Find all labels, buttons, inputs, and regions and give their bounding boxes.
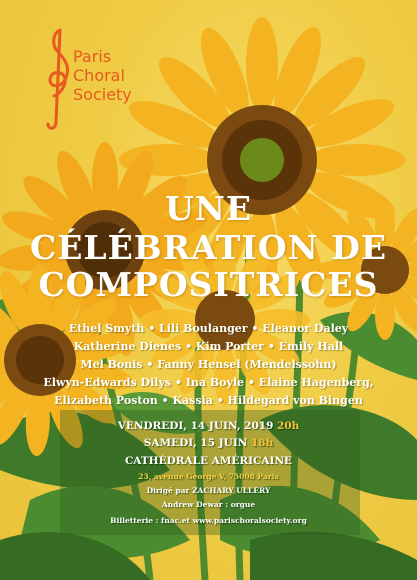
organist-credit: Andrew Dewar : orgue (161, 500, 256, 509)
time-1: 20h (277, 420, 300, 432)
composer-line: Ethel Smyth • Lili Boulanger • Eleanor Daley (68, 322, 349, 335)
logo-line-1: Paris (73, 47, 112, 66)
composer-list (0, 320, 417, 410)
society-logo (73, 47, 132, 104)
title-line-2: CÉLÉBRATION DE (29, 228, 388, 267)
ticketing-info: Billetterie : fnac.et www.parischoralsociety.org (110, 516, 307, 525)
venue-address: 23, avenue George V, 75008 Paris (138, 472, 279, 481)
date-2-label: SAMEDI, 15 JUIN (143, 437, 248, 449)
logo-line-2: Choral (73, 66, 125, 85)
time-2: 18h (251, 437, 274, 449)
composer-line: Mel Bonis • Fanny Hensel (Mendelssohn) (80, 358, 337, 371)
date-1-label: VENDREDI, 14 JUIN, 2019 (117, 420, 274, 432)
composer-line: Elizabeth Poston • Kassia • Hildegard von Bingen (54, 394, 363, 407)
composer-line: Katherine Dienes • Kim Porter • Emily Hall (73, 340, 344, 353)
logo-line-3: Society (73, 85, 132, 104)
title-line-1: UNE (164, 189, 253, 228)
event-date-2 (0, 437, 417, 449)
composer-line: Elwyn-Edwards Dilys • Ina Boyle • Elaine Hagenberg, (43, 376, 374, 389)
event-date-1 (0, 420, 417, 432)
title-line-3: COMPOSITRICES (38, 265, 379, 304)
venue-name: CATHÉDRALE AMÉRICAINE (124, 455, 293, 467)
conductor-credit: Dirigé par ZACHARY ULLERY (146, 486, 271, 495)
